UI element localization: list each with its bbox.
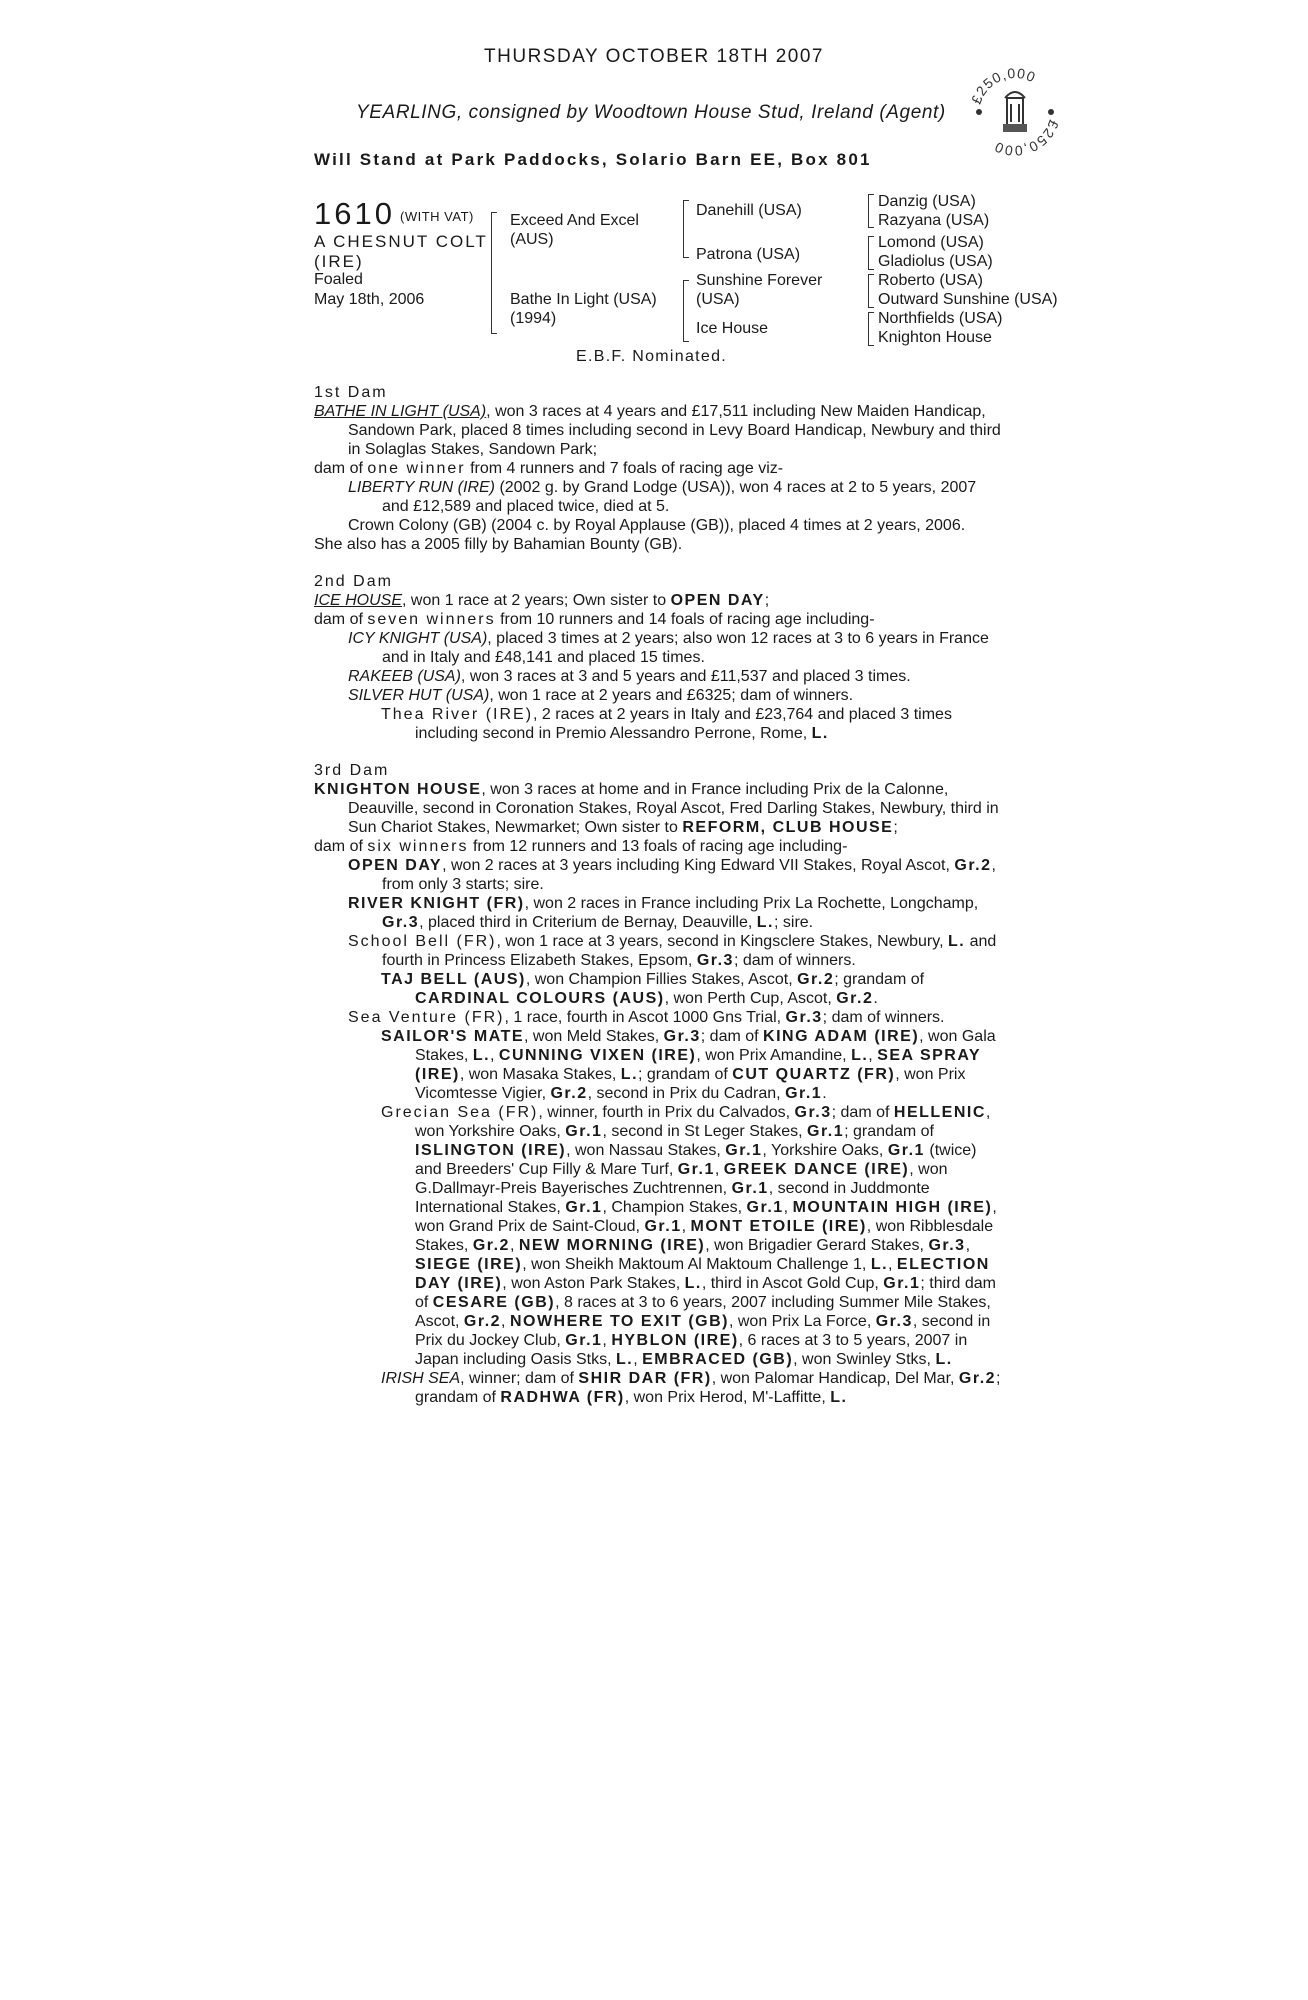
lot-description xyxy=(314,232,488,272)
pedigree-dam-sire-country: (USA) xyxy=(696,291,740,308)
stand-location: Will Stand at Park Paddocks, Solario Barn EE, Box 801 xyxy=(314,150,872,169)
third-dam-produce-river-knight: RIVER KNIGHT (FR), won 2 races in France including Prix La Rochette, Longchamp, Gr.3, placed third in Criterium de Bernay, Deauville, L.; sire. xyxy=(348,895,979,931)
first-dam-produce-2: Crown Colony (GB) (2004 c. by Royal Applause (GB)), placed 4 times at 2 years, 2006. xyxy=(348,517,966,534)
lot-description-line1: A CHESNUT COLT xyxy=(314,232,488,251)
third-dam-produce-sea-venture: Sea Venture (FR), 1 race, fourth in Ascot 1000 Gns Trial, Gr.3; dam of winners. xyxy=(348,1009,945,1026)
first-dam-section xyxy=(314,383,1004,554)
lot-number: 1610 xyxy=(314,196,395,231)
pedigree-g3-4: Gladiolus (USA) xyxy=(878,253,993,270)
first-dam-record: BATHE IN LIGHT (USA), won 3 races at 4 years and £17,511 including New Maiden Handicap, Sandown Park, placed 8 times including second in Levy Board Handicap, Newbury and third in Solaglas Stakes, Sandown Park; xyxy=(314,403,1001,458)
pedigree-g3-5: Roberto (USA) xyxy=(878,272,983,289)
third-dam-section xyxy=(314,761,1004,1407)
lot-foaled xyxy=(314,270,424,310)
pedigree-dam-year: (1994) xyxy=(510,310,557,327)
second-dam-section xyxy=(314,572,1004,743)
consignment-line: YEARLING, consigned by Woodtown House Stud, Ireland (Agent) xyxy=(356,102,946,123)
pedigree-notes xyxy=(314,383,1004,1407)
foaled-label: Foaled xyxy=(314,271,363,288)
pedigree-g3-6: Outward Sunshine (USA) xyxy=(878,291,1058,308)
pedigree-g3-2: Razyana (USA) xyxy=(878,212,990,229)
third-dam-produce-irish-sea: IRISH SEA, winner; dam of SHIR DAR (FR), won Palomar Handicap, Del Mar, Gr.2; grandam of RADHWA (FR), won Prix Herod, M'-Laffitte, L. xyxy=(381,1370,1001,1406)
first-dam-also: She also has a 2005 filly by Bahamian Bounty (GB). xyxy=(314,536,683,553)
third-dam-produce-open-day: OPEN DAY, won 2 races at 3 years including King Edward VII Stakes, Royal Ascot, Gr.2, from only 3 starts; sire. xyxy=(348,857,996,893)
pedigree-g3-3: Lomond (USA) xyxy=(878,234,984,251)
second-dam-title: 2nd Dam xyxy=(314,573,393,590)
foaled-date: May 18th, 2006 xyxy=(314,291,425,308)
second-dam-produce-2: RAKEEB (USA), won 3 races at 3 and 5 years and £11,537 and placed 3 times. xyxy=(348,668,911,685)
pedigree-brace-g3-1 xyxy=(868,194,874,228)
third-dam-produce-taj-bell: TAJ BELL (AUS), won Champion Fillies Stakes, Ascot, Gr.2; grandam of CARDINAL COLOURS (AUS), won Perth Cup, Ascot, Gr.2. xyxy=(381,971,925,1007)
pedigree-g3-8: Knighton House xyxy=(878,329,992,346)
second-dam-record: ICE HOUSE, won 1 race at 2 years; Own sister to OPEN DAY; xyxy=(314,592,770,609)
third-dam-produce-summary: dam of six winners from 12 runners and 13 foals of racing age including- xyxy=(314,838,848,855)
pedigree-dam-dam: Ice House xyxy=(696,320,769,337)
second-dam-produce-summary: dam of seven winners from 10 runners and 14 foals of racing age including- xyxy=(314,611,875,628)
pedigree-brace-g3-2 xyxy=(868,236,874,270)
pedigree-brace-sire xyxy=(683,200,689,258)
pedigree-brace-dam xyxy=(683,280,689,342)
pedigree-brace-g3-3 xyxy=(868,274,874,308)
ebf-nominated: E.B.F. Nominated. xyxy=(576,348,728,365)
second-dam-produce-4: Thea River (IRE), 2 races at 2 years in Italy and £23,764 and placed 3 times including second in Premio Alessandro Perrone, Rome, L. xyxy=(381,706,952,742)
pedigree-sire: Exceed And Excel xyxy=(510,212,639,229)
pedigree-brace-g3-4 xyxy=(868,312,874,346)
pedigree-g3-7: Northfields (USA) xyxy=(878,310,1003,327)
first-dam-title: 1st Dam xyxy=(314,384,388,401)
stamp-text-bottom: £250,000 xyxy=(991,117,1063,160)
third-dam-produce-grecian-sea: Grecian Sea (FR), winner, fourth in Prix du Calvados, Gr.3; dam of HELLENIC, won Yorkshire Oaks, Gr.1, second in St Leger Stakes, Gr.1; grandam of ISLINGTON (IRE), won Nassau Stakes, Gr.1, Yorkshire Oaks, Gr.1 (twice) and Breeders' Cup Filly & Mare Turf, Gr.1, GREEK DANCE (IRE), won G.Dallmayr-Preis Bayerisches Zuchtrennen, Gr.1, second in Juddmonte International Stakes, Gr.1, Champion Stakes, Gr.1, MOUNTAIN HIGH (IRE), won Grand Prix de Saint-Cloud, Gr.1, MONT ETOILE (IRE), won Ribblesdale Stakes, Gr.2, NEW MORNING (IRE), won Brigadier Gerard Stakes, Gr.3, SIEGE (IRE), won Sheikh Maktoum Al Maktoum Challenge 1, L., ELECTION DAY (IRE), won Aston Park Stakes, L., third in Ascot Gold Cup, Gr.1; third dam of CESARE (GB), 8 races at 3 to 6 years, 2007 including Summer Mile Stakes, Ascot, Gr.2, NOWHERE TO EXIT (GB), won Prix La Force, Gr.3, second in Prix du Jockey Club, Gr.1, HYBLON (IRE), 6 races at 3 to 5 years, 2007 in Japan including Oasis Stks, L., EMBRACED (GB), won Swinley Stks, L. xyxy=(381,1104,997,1368)
pedigree-sire-sire: Danehill (USA) xyxy=(696,202,802,219)
second-dam-produce-1: ICY KNIGHT (USA), placed 3 times at 2 years; also won 12 races at 3 to 6 years in France and in Italy and £48,141 and placed 15 times. xyxy=(348,630,989,666)
pedigree-sire-dam: Patrona (USA) xyxy=(696,246,801,263)
pedigree-brace-main xyxy=(491,212,497,334)
third-dam-produce-sailors-mate: SAILOR'S MATE, won Meld Stakes, Gr.3; dam of KING ADAM (IRE), won Gala Stakes, L., CUNNING VIXEN (IRE), won Prix Amandine, L., SEA SPRAY (IRE), won Masaka Stakes, L.; grandam of CUT QUARTZ (FR), won Prix Vicomtesse Vigier, Gr.2, second in Prix du Cadran, Gr.1. xyxy=(381,1028,996,1102)
first-dam-produce-1: LIBERTY RUN (IRE) (2002 g. by Grand Lodge (USA)), won 4 races at 2 to 5 years, 2007 and £12,589 and placed twice, died at 5. xyxy=(348,479,977,515)
second-dam-produce-3: SILVER HUT (USA), won 1 race at 2 years and £6325; dam of winners. xyxy=(348,687,854,704)
pedigree-g3-1: Danzig (USA) xyxy=(878,193,976,210)
first-dam-produce-summary: dam of one winner from 4 runners and 7 foals of racing age viz- xyxy=(314,460,784,477)
third-dam-record: KNIGHTON HOUSE, won 3 races at home and in France including Prix de la Calonne, Deauville, second in Coronation Stakes, Royal Ascot, Fred Darling Stakes, Newbury, third in Sun Chariot Stakes, Newmarket; Own sister to REFORM, CLUB HOUSE; xyxy=(314,781,999,836)
pedigree-sire-country: (AUS) xyxy=(510,231,554,248)
stamp-text-top: £250,000 xyxy=(967,64,1039,107)
reserve-price-stamp xyxy=(965,62,1065,162)
sale-date: THURSDAY OCTOBER 18TH 2007 xyxy=(484,46,824,67)
pedigree-dam-sire: Sunshine Forever xyxy=(696,272,823,289)
lot-description-line2: (IRE) xyxy=(314,252,364,271)
pedigree-dam: Bathe In Light (USA) xyxy=(510,291,657,308)
lot-vat-note: (WITH VAT) xyxy=(400,209,474,224)
third-dam-produce-school-bell: School Bell (FR), won 1 race at 3 years, second in Kingsclere Stakes, Newbury, L. and fourth in Princess Elizabeth Stakes, Epsom, Gr.3; dam of winners. xyxy=(348,933,997,969)
third-dam-title: 3rd Dam xyxy=(314,762,390,779)
svg-text:£250,000 xyxy=(968,65,1039,106)
